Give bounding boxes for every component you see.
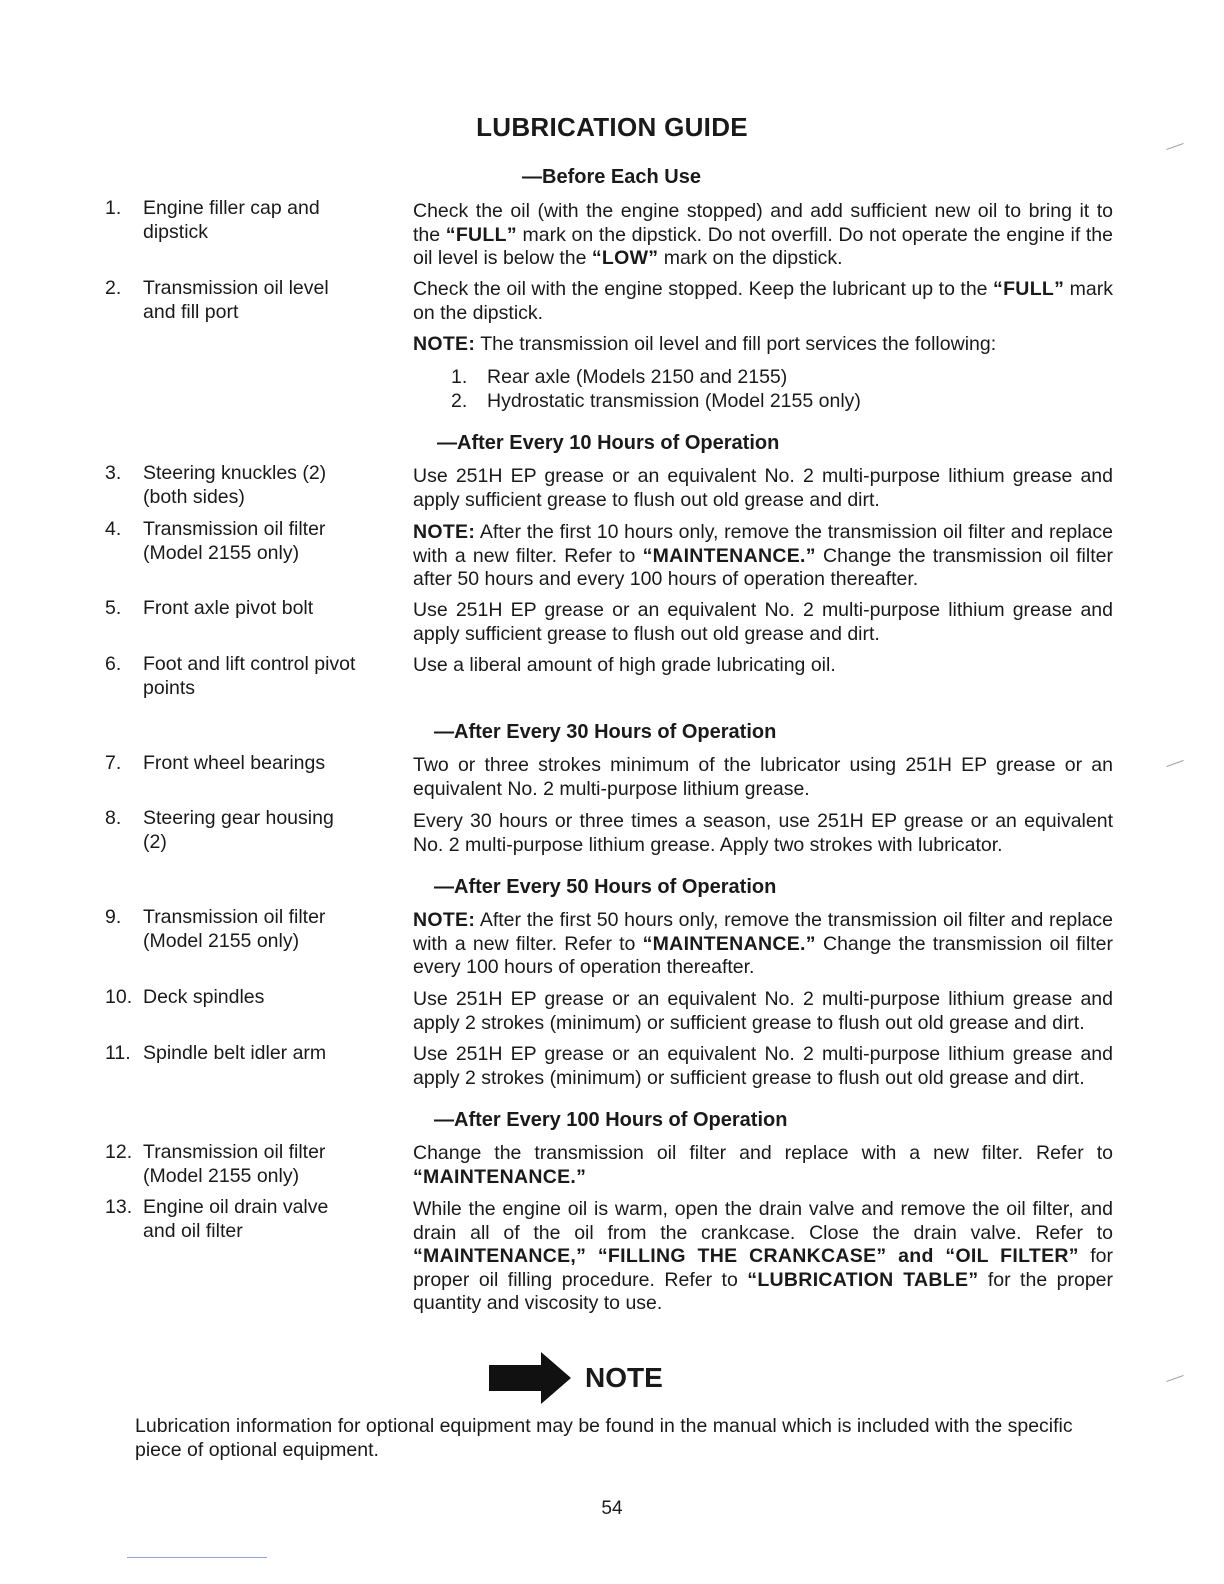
paragraph-note-fill-port: NOTE: The transmission oil level and fill port services the following: — [413, 333, 997, 355]
note-heading: NOTE — [585, 1362, 663, 1393]
list-item: 4. Transmission oil filter (Model 2155 only) — [105, 518, 326, 564]
list-item: 3. Steering knuckles (2) (both sides) — [105, 462, 327, 508]
list-item: 12. Transmission oil filter (Model 2155 only) — [105, 1141, 326, 1187]
list-item: 9. Transmission oil filter (Model 2155 only) — [105, 906, 326, 952]
list-item: 5. Front axle pivot bolt — [105, 597, 314, 619]
paragraph-check-transmission-oil: Check the oil with the engine stopped. Keep the lubricant up to the “FULL” mark on the dipstick. — [413, 278, 1114, 324]
paragraph-front-axle: Use 251H EP grease or an equivalent No. 2 multi-purpose lithium grease and apply sufficient grease to flush out old grease and dirt. — [413, 599, 1113, 645]
arrow-right-icon — [489, 1352, 571, 1404]
paragraph-note-50-hours: NOTE: After the first 50 hours only, remove the transmission oil filter and replace with a new filter. Refer to “MAINTENANCE.” Change the transmission oil filter every 100 hours of operation thereafter. — [413, 909, 1113, 978]
paragraph-note-10-hours: NOTE: After the first 10 hours only, remove the transmission oil filter and replace with a new filter. Refer to “MAINTENANCE.” Change the transmission oil filter after 50 hours and every 100 hours of operation thereafter. — [413, 521, 1113, 590]
paragraph-check-oil: Check the oil (with the engine stopped) and add sufficient new oil to bring it to the “FULL” mark on the dipstick. Do not overfill. Do not operate the engine if the oil level is below the “LOW” mark on the dipstick. — [413, 200, 1113, 269]
scan-mark — [1166, 760, 1183, 767]
section-before-each-use: —Before Each Use — [522, 166, 701, 188]
paragraph-steering-gear: Every 30 hours or three times a season, use 251H EP grease or an equivalent No. 2 multi-purpose lithium grease. Apply two strokes with lubricator. — [413, 810, 1113, 856]
section-after-50-hours: —After Every 50 Hours of Operation — [434, 876, 777, 898]
list-item: 1. Engine filler cap and dipstick — [105, 197, 320, 243]
paragraph-steering-knuckles: Use 251H EP grease or an equivalent No. 2 multi-purpose lithium grease and apply sufficient grease to flush out old grease and dirt. — [413, 465, 1113, 511]
list-item: 10. Deck spindles — [105, 986, 265, 1008]
list-item: 7. Front wheel bearings — [105, 752, 326, 774]
paragraph-pivot-points: Use a liberal amount of high grade lubricating oil. — [413, 654, 836, 676]
page-title: LUBRICATION GUIDE — [476, 112, 748, 142]
list-item: 13. Engine oil drain valve and oil filter — [105, 1196, 329, 1242]
paragraph-idler-arm: Use 251H EP grease or an equivalent No. 2 multi-purpose lithium grease and apply 2 strokes (minimum) or sufficient grease to flush out old grease and dirt. — [413, 1043, 1113, 1089]
list-item: 2. Transmission oil level and fill port — [105, 277, 329, 323]
section-after-100-hours: —After Every 100 Hours of Operation — [434, 1109, 788, 1131]
paragraph-drain-oil: While the engine oil is warm, open the drain valve and remove the oil filter, and drain all of the oil from the crankcase. Close the drain valve. Refer to “MAINTENANCE,” “FILLING THE CRANKCASE” and “OIL FILTER” for proper oil filling procedure. Refer to “LUBRICATION TABLE” for the proper quantity and viscosity to use. — [413, 1198, 1113, 1314]
paragraph-change-filter: Change the transmission oil filter and replace with a new filter. Refer to “MAINTENANCE.” — [413, 1142, 1113, 1188]
scan-mark — [1166, 1375, 1183, 1382]
list-item: 11. Spindle belt idler arm — [105, 1042, 327, 1064]
section-after-30-hours: —After Every 30 Hours of Operation — [434, 721, 777, 743]
paragraph-front-wheel: Two or three strokes minimum of the lubricator using 251H EP grease or an equivalent No. 2 multi-purpose lithium grease. — [413, 754, 1113, 800]
section-after-10-hours: —After Every 10 Hours of Operation — [437, 432, 780, 454]
paragraph-deck-spindles: Use 251H EP grease or an equivalent No. 2 multi-purpose lithium grease and apply 2 strokes (minimum) or sufficient grease to flush out old grease and dirt. — [413, 988, 1113, 1034]
bottom-rule — [127, 1557, 267, 1558]
note-text: Lubrication information for optional equipment may be found in the manual which is included with the specific piece of optional equipment. — [135, 1415, 1073, 1461]
page-number: 54 — [601, 1498, 623, 1519]
sub-list-item: 1. Rear axle (Models 2150 and 2155) — [451, 366, 788, 388]
list-item: 8. Steering gear housing (2) — [105, 807, 334, 853]
sub-list-item: 2. Hydrostatic transmission (Model 2155 only) — [451, 390, 861, 412]
scan-mark — [1166, 143, 1183, 150]
list-item: 6. Foot and lift control pivot points — [105, 653, 356, 699]
